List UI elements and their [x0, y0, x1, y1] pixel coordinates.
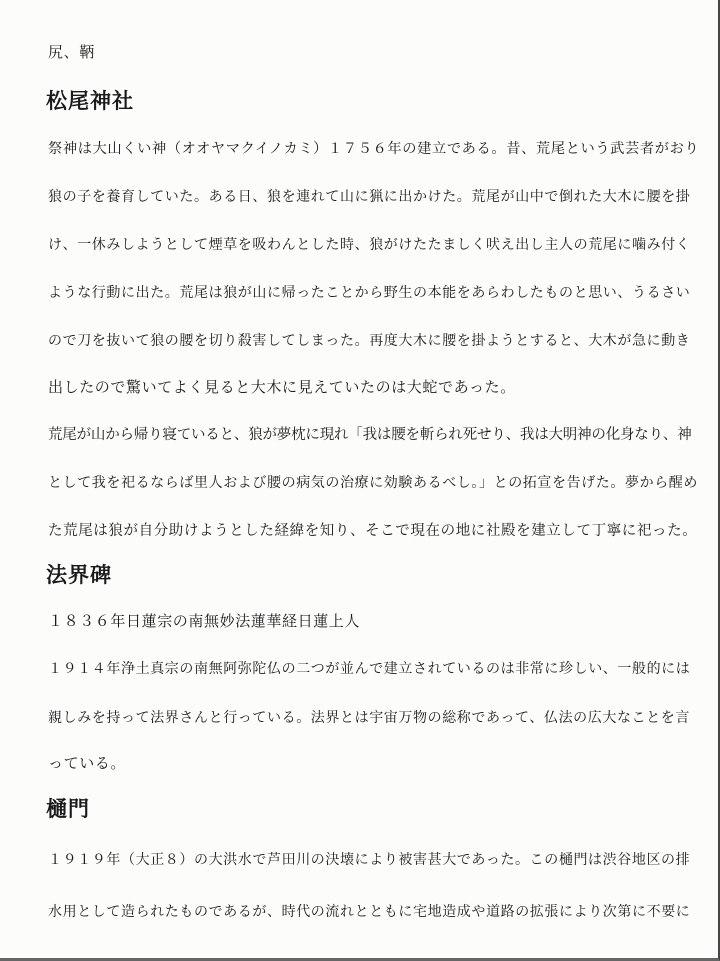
paragraph-line: 親しみを持って法界さんと行っている。法界とは宇宙万物の総称であって、仏法の広大なことを言 — [48, 710, 690, 726]
paragraph-line: 水用として造られたものであるが、時代の流れとともに宅地造成や道路の拡張により次第に不要に — [48, 904, 691, 920]
paragraph-line: として我を祀るならば里人および腰の病気の治療に効験あるべし。」との拓宣を告げた。夢から醒め — [48, 475, 698, 491]
heading-sluice-gate: 樋門 — [46, 797, 90, 821]
top-fragment: 尻、鞆 — [48, 43, 95, 61]
paragraph-line: ので刀を抜いて狼の腰を切り殺害してしまった。再度大木に腰を掛ようとすると、大木が急に動き — [48, 333, 691, 349]
paragraph-line: た荒尾は狼が自分助けようとした経緯を知り、そこで現在の地に社殿を建立して丁寧に祀った。 — [48, 523, 698, 539]
heading-hokkai-monument: 法界碑 — [46, 563, 112, 587]
paragraph-line: 荒尾が山から帰り寝ていると、狼が夢枕に現れ「我は腰を斬られ死せり、我は大明神の化身なり、神 — [48, 427, 692, 443]
paragraph-line: っている。 — [48, 754, 127, 772]
paragraph-line: １８３６年日蓮宗の南無妙法蓮華経日蓮上人 — [48, 612, 361, 630]
paragraph-line: ような行動に出た。荒尾は狼が山に帰ったことから野生の本能をあらわしたものと思い、うるさい — [48, 285, 691, 301]
paragraph-line: 狼の子を養育していた。ある日、狼を連れて山に猟に出かけた。荒尾が山中で倒れた大木に腰を掛 — [48, 189, 691, 205]
paragraph-line: １９１９年（大正８）の大洪水で芦田川の決壊により被害甚大であった。この樋門は渋谷地区の排 — [48, 852, 691, 868]
paragraph-line: 出したので驚いてよく見ると大木に見えていたのは大蛇であった。 — [48, 378, 516, 396]
paragraph-line: 祭神は大山くい神（オオヤマクイノカミ）１７５６年の建立である。昔、荒尾という武芸者がおり — [48, 141, 700, 157]
paragraph-line: け、一休みしようとして煙草を吸わんとした時、狼がけたたましく吠え出し主人の荒尾に噛み付く — [48, 237, 691, 253]
paragraph-line: １９１４年浄土真宗の南無阿弥陀仏の二つが並んで建立されているのは非常に珍しい、一般的には — [48, 661, 691, 677]
heading-matsuo-shrine: 松尾神社 — [46, 89, 134, 113]
